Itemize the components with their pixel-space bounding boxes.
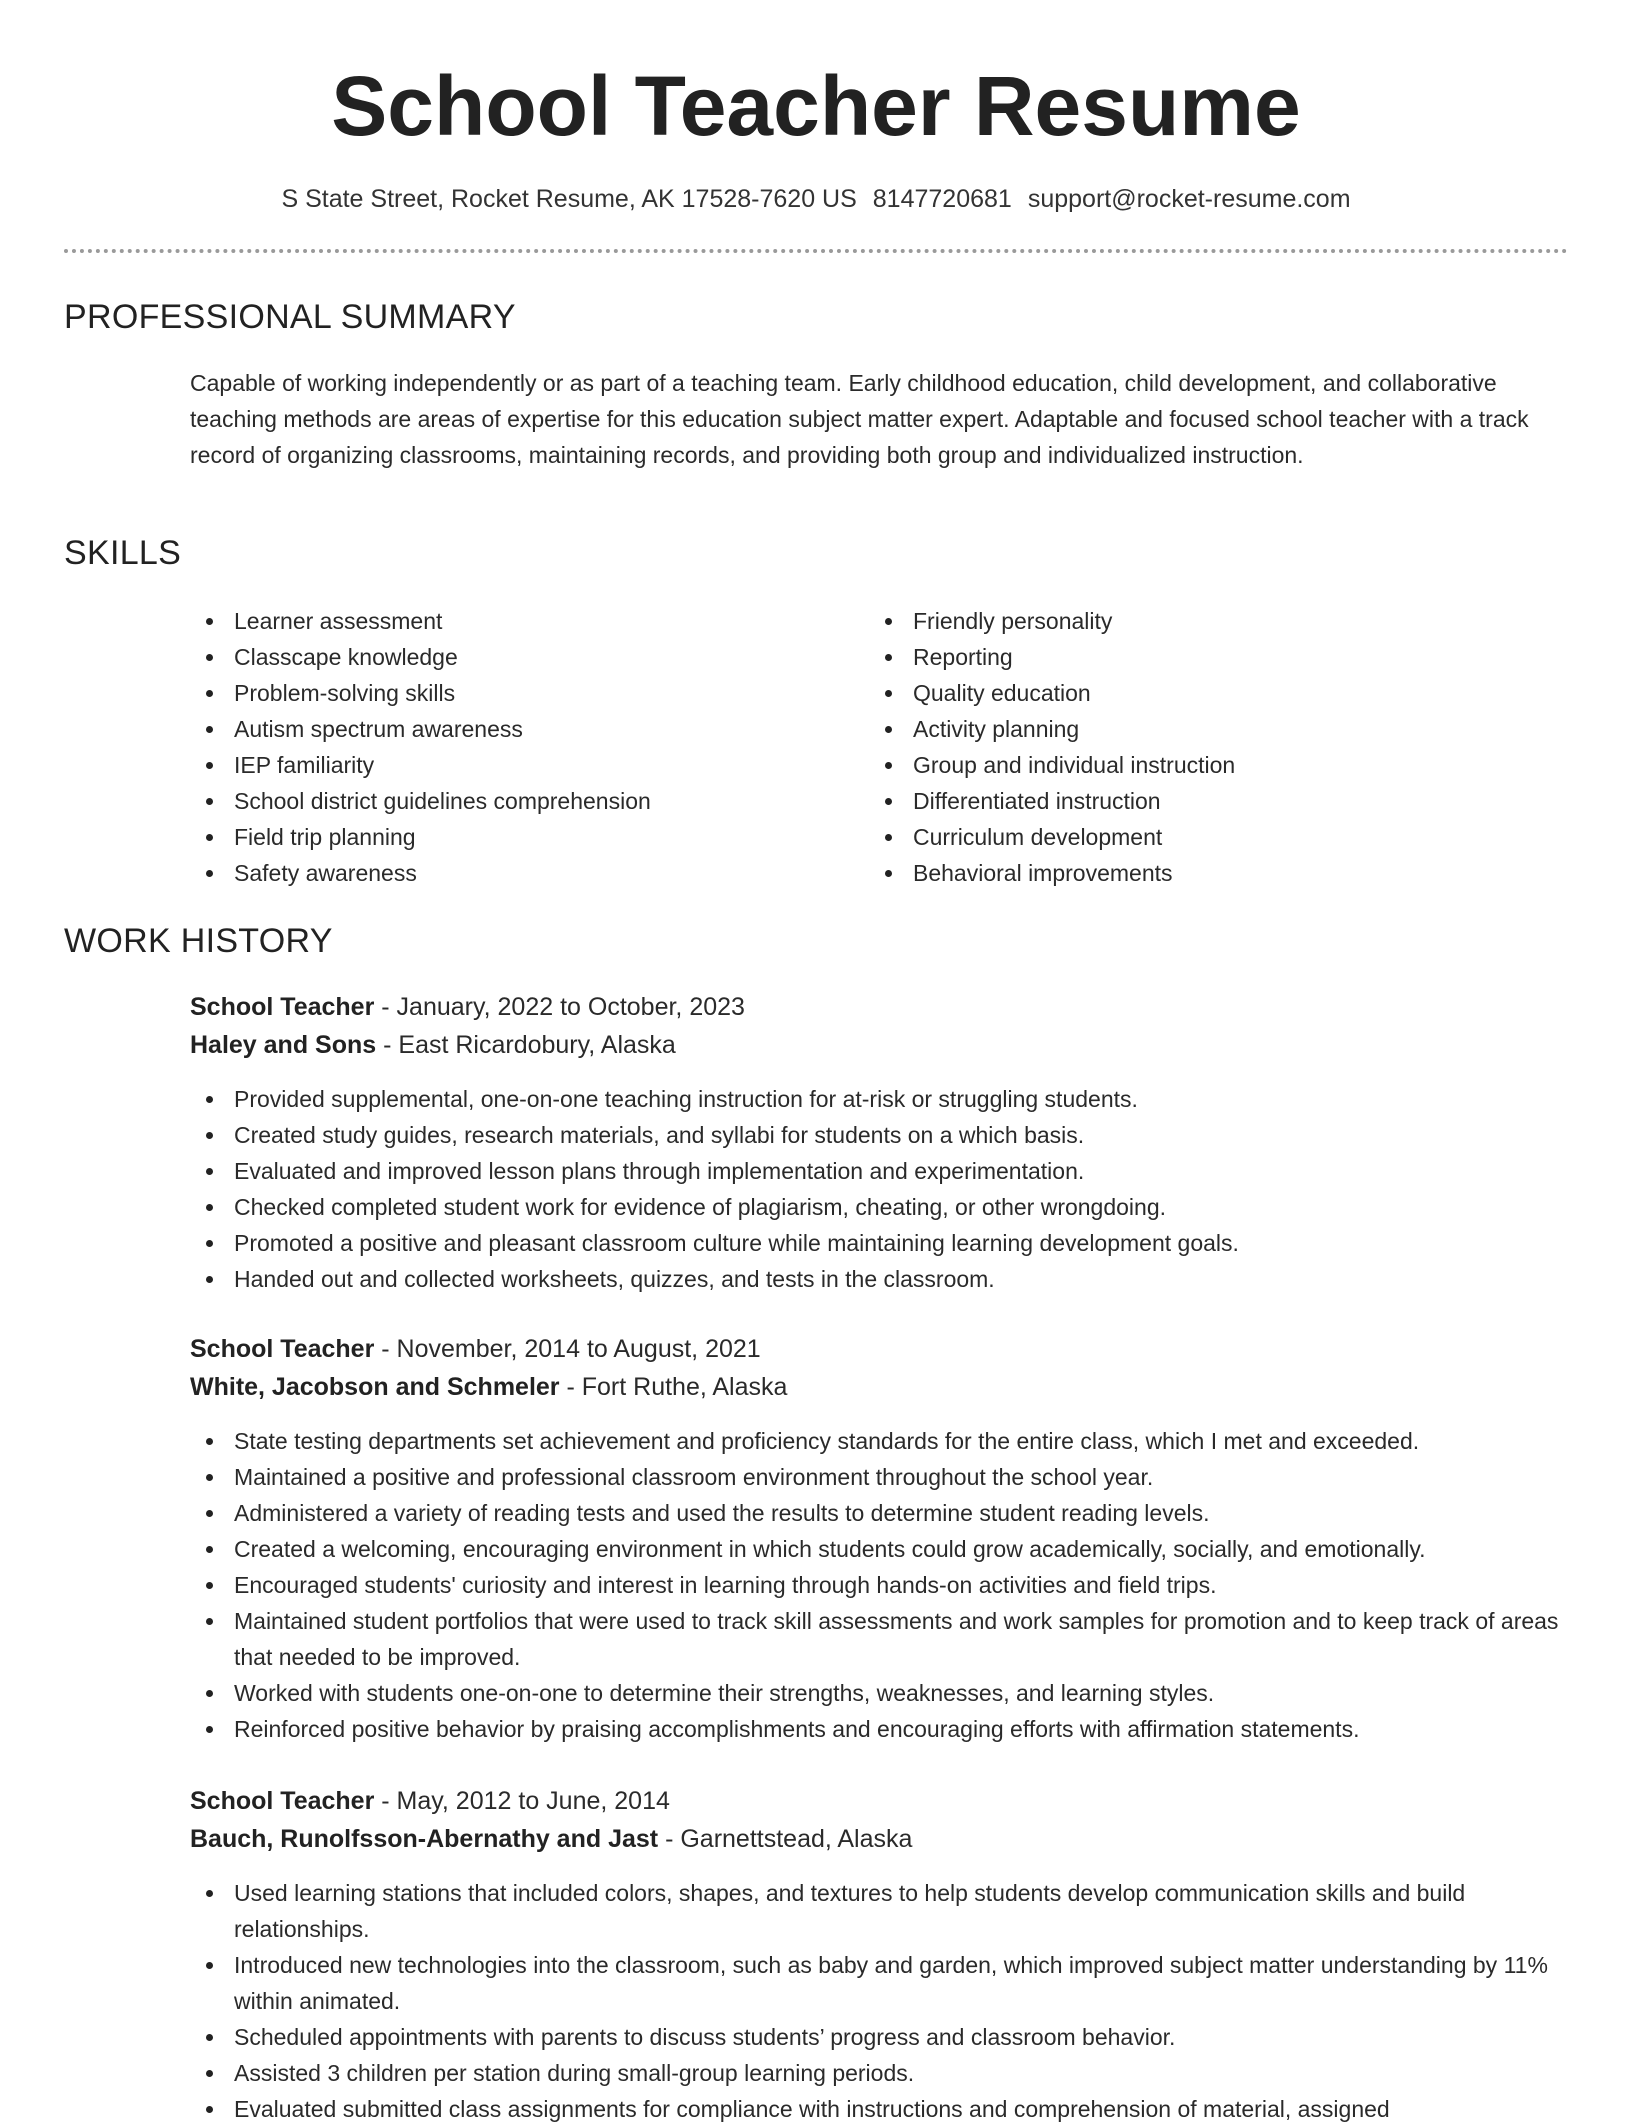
contact-phone: 8147720681 — [872, 185, 1012, 213]
skills-heading: SKILLS — [64, 534, 182, 572]
skill-item: Field trip planning — [190, 819, 850, 855]
job-bullet: Administered a variety of reading tests and used the results to determine student reading levels. — [190, 1495, 1568, 1531]
job-dates: - May, 2012 to June, 2014 — [374, 1787, 670, 1815]
skill-item: Autism spectrum awareness — [190, 711, 850, 747]
skill-item: Curriculum development — [869, 819, 1529, 855]
skill-item: Group and individual instruction — [869, 747, 1529, 783]
job-bullet: Maintained student portfolios that were used to track skill assessments and work samples for promotion and to keep track of areas that needed to be improved. — [190, 1603, 1568, 1675]
skill-item: Activity planning — [869, 711, 1529, 747]
job-bullet: Evaluated and improved lesson plans through implementation and experimentation. — [190, 1153, 1568, 1189]
resume-title: School Teacher Resume — [331, 59, 1301, 153]
job-employer: White, Jacobson and Schmeler — [190, 1373, 560, 1401]
job-title: School Teacher — [190, 1787, 375, 1815]
job-bullet: Evaluated submitted class assignments for compliance with instructions and comprehension of material, assigned — [190, 2091, 1568, 2127]
skill-item: Reporting — [869, 639, 1529, 675]
summary-heading: PROFESSIONAL SUMMARY — [64, 298, 516, 336]
skill-item: Differentiated instruction — [869, 783, 1529, 819]
job-employer: Haley and Sons — [190, 1031, 377, 1059]
job-employer: Bauch, Runolfsson-Abernathy and Jast — [190, 1825, 659, 1853]
skills-list-right — [869, 603, 1529, 891]
contact-line — [64, 181, 1568, 217]
job-bullet: Checked completed student work for evidence of plagiarism, cheating, or other wrongdoing. — [190, 1189, 1568, 1225]
job-bullet: Promoted a positive and pleasant classroom culture while maintaining learning development goals. — [190, 1225, 1568, 1261]
job-employer-line — [190, 1820, 1568, 1858]
skill-item: Quality education — [869, 675, 1529, 711]
job-title: School Teacher — [190, 993, 375, 1021]
skill-item: Classcape knowledge — [190, 639, 850, 675]
job-title-line — [190, 988, 1568, 1026]
job-bullet: Created study guides, research materials, and syllabi for students on a which basis. — [190, 1117, 1568, 1153]
work-heading: WORK HISTORY — [64, 922, 333, 960]
summary-text: Capable of working independently or as part of a teaching team. Early childhood education, child development, and collaborative teaching methods are areas of expertise for this education subject matter expert. Adaptable and focused school teacher with a track record of organizing classrooms, maintaining records, and providing both group and individualized instruction. — [190, 370, 1529, 468]
skills-list-left — [190, 603, 850, 891]
job-title-line — [190, 1782, 1568, 1820]
job-title: School Teacher — [190, 1335, 375, 1363]
skill-item: Problem-solving skills — [190, 675, 850, 711]
job-bullet: Scheduled appointments with parents to discuss students’ progress and classroom behavior. — [190, 2019, 1568, 2055]
job-employer-line — [190, 1026, 1568, 1064]
job-location: - East Ricardobury, Alaska — [376, 1031, 676, 1059]
job-dates: - November, 2014 to August, 2021 — [374, 1335, 761, 1363]
job-bullet: Maintained a positive and professional classroom environment throughout the school year. — [190, 1459, 1568, 1495]
job-bullet: Provided supplemental, one-on-one teaching instruction for at-risk or struggling students. — [190, 1081, 1568, 1117]
job-location: - Garnettstead, Alaska — [658, 1825, 913, 1853]
contact-email: support@rocket-resume.com — [1027, 185, 1351, 213]
job-bullets — [190, 1423, 1568, 1747]
skill-item: Learner assessment — [190, 603, 850, 639]
job-bullet: Assisted 3 children per station during small-group learning periods. — [190, 2055, 1568, 2091]
job-title-line — [190, 1330, 1568, 1368]
skill-item: Behavioral improvements — [869, 855, 1529, 891]
job-bullet: Used learning stations that included colors, shapes, and textures to help students develop communication skills and build relationships. — [190, 1875, 1568, 1947]
job-employer-line — [190, 1368, 1568, 1406]
skill-item: IEP familiarity — [190, 747, 850, 783]
job-bullets — [190, 1875, 1568, 2127]
job-bullet: State testing departments set achievement and proficiency standards for the entire class, which I met and exceeded. — [190, 1423, 1568, 1459]
job-bullet: Introduced new technologies into the classroom, such as baby and garden, which improved subject matter understanding by 11% within animated. — [190, 1947, 1568, 2019]
job-bullet: Reinforced positive behavior by praising accomplishments and encouraging efforts with affirmation statements. — [190, 1711, 1568, 1747]
skill-item: Safety awareness — [190, 855, 850, 891]
job-dates: - January, 2022 to October, 2023 — [374, 993, 745, 1021]
skill-item: Friendly personality — [869, 603, 1529, 639]
job-bullet: Created a welcoming, encouraging environment in which students could grow academically, socially, and emotionally. — [190, 1531, 1568, 1567]
header-divider — [64, 249, 1568, 253]
job-bullet: Handed out and collected worksheets, quizzes, and tests in the classroom. — [190, 1261, 1568, 1297]
skill-item: School district guidelines comprehension — [190, 783, 850, 819]
job-bullets — [190, 1081, 1568, 1297]
contact-address: S State Street, Rocket Resume, AK 17528-7620 US — [281, 185, 857, 213]
job-bullet: Worked with students one-on-one to determine their strengths, weaknesses, and learning styles. — [190, 1675, 1568, 1711]
job-bullet: Encouraged students' curiosity and interest in learning through hands-on activities and field trips. — [190, 1567, 1568, 1603]
job-location: - Fort Ruthe, Alaska — [559, 1373, 788, 1401]
